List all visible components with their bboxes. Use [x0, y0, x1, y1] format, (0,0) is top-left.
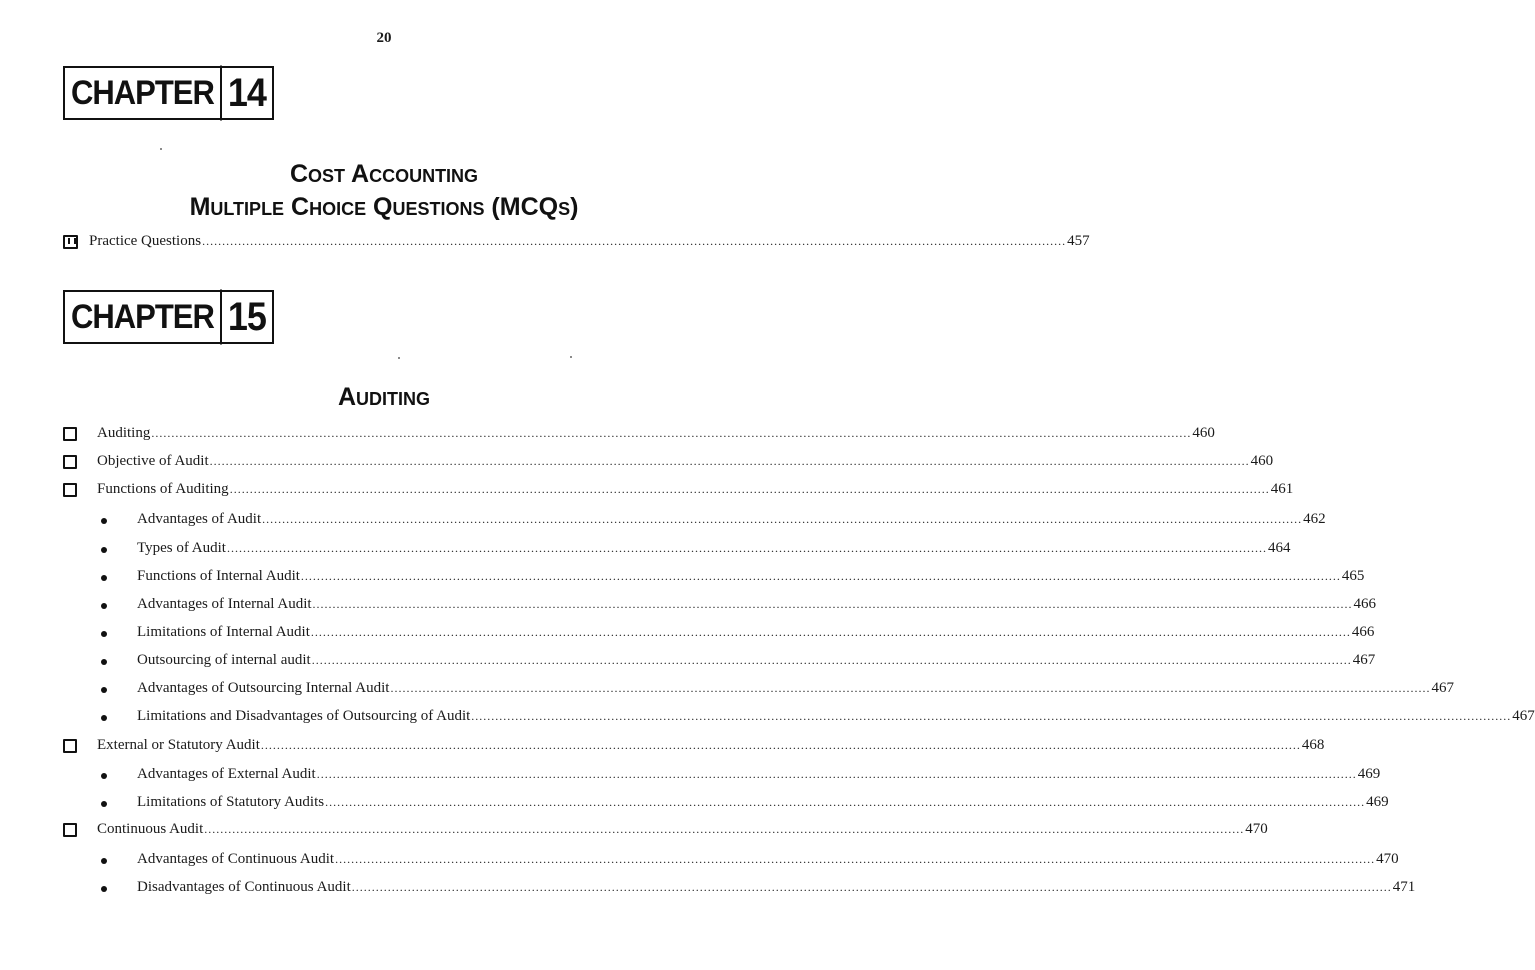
dot-leader: .................................................................................................................................................................................................................................................................... [204, 822, 1245, 836]
toc-entry-label: Limitations and Disadvantages of Outsourcing of Audit [137, 708, 471, 724]
dot-leader: .................................................................................................................................................................................................................................................................... [151, 426, 1192, 440]
toc-entry[interactable] [137, 568, 1365, 585]
toc-entry-page: 462 [1303, 511, 1326, 527]
dot-leader: .................................................................................................................................................................................................................................................................... [229, 482, 1270, 496]
book-icon [63, 235, 78, 249]
bullet-icon [101, 715, 107, 721]
toc-entry-label: Outsourcing of internal audit [137, 652, 311, 668]
scan-speck [398, 357, 400, 359]
toc-entry-page: 460 [1192, 425, 1215, 441]
toc-entry-page: 468 [1301, 737, 1325, 753]
toc-entry-page: 467 [1512, 708, 1535, 724]
toc-entry[interactable] [97, 453, 1274, 470]
toc-entry[interactable] [137, 794, 1389, 811]
dot-leader: .................................................................................................................................................................................................................................................................... [226, 541, 1267, 555]
toc-entry-label: Practice Questions [89, 233, 202, 249]
toc-entry-page: 465 [1341, 568, 1365, 584]
toc-entry-label: Types of Audit [137, 540, 226, 556]
toc-entry[interactable] [137, 766, 1381, 783]
dot-leader: .................................................................................................................................................................................................................................................................... [262, 512, 1303, 526]
toc-entry-page: 469 [1366, 794, 1389, 810]
toc-entry-page: 461 [1270, 481, 1294, 497]
toc-entry[interactable] [89, 233, 1090, 250]
toc-entry-page: 466 [1353, 596, 1377, 612]
dot-leader: ........................................................................................................................................................................................................................ [202, 234, 1067, 248]
toc-entry-label: Auditing [97, 425, 151, 441]
toc-entry-page: 470 [1376, 851, 1399, 867]
checkbox-icon [63, 483, 77, 497]
toc-entry-page: 467 [1352, 652, 1376, 668]
toc-entry[interactable] [137, 511, 1326, 528]
toc-entry-label: Advantages of Outsourcing Internal Audit [137, 680, 390, 696]
toc-entry-page: 464 [1267, 540, 1291, 556]
toc-entry-page: 470 [1245, 821, 1268, 837]
dot-leader: .................................................................................................................................................................................................................................................................... [311, 653, 1352, 667]
toc-entry[interactable] [137, 851, 1399, 868]
toc-entry[interactable] [137, 879, 1416, 896]
checkbox-icon [63, 455, 77, 469]
page-number: 20 [376, 30, 392, 46]
dot-leader: .................................................................................................................................................................................................................................................................... [310, 625, 1351, 639]
dot-leader: .................................................................................................................................................................................................................................................................... [390, 681, 1431, 695]
toc-entry-label: Limitations of Statutory Audits [137, 794, 325, 810]
scan-speck [160, 148, 162, 150]
chapter-word: CHAPTER [71, 296, 214, 337]
toc-entry-label: External or Statutory Audit [97, 737, 260, 753]
toc-entry-label: Advantages of Internal Audit [137, 596, 312, 612]
bullet-icon [101, 547, 107, 553]
dot-leader: .................................................................................................................................................................................................................................................................... [300, 569, 1341, 583]
toc-entry[interactable] [137, 708, 1535, 725]
bullet-icon [101, 575, 107, 581]
bullet-icon [101, 801, 107, 807]
chapter-14-title-line1: Cost Accounting [289, 160, 479, 188]
toc-entry-page: 469 [1357, 766, 1381, 782]
toc-entry-page: 460 [1250, 453, 1274, 469]
bullet-icon [101, 687, 107, 693]
toc-entry[interactable] [137, 680, 1454, 697]
toc-entry-label: Advantages of Continuous Audit [137, 851, 335, 867]
bullet-icon [101, 886, 107, 892]
toc-entry-label: Advantages of Audit [137, 511, 262, 527]
toc-entry-label: Functions of Auditing [97, 481, 229, 497]
toc-entry[interactable] [137, 652, 1376, 669]
chapter-number: 15 [220, 290, 272, 345]
bullet-icon [101, 659, 107, 665]
toc-entry-label: Functions of Internal Audit [137, 568, 300, 584]
bullet-icon [101, 518, 107, 524]
dot-leader: .................................................................................................................................................................................................................................................................... [312, 597, 1353, 611]
toc-entry[interactable] [97, 425, 1215, 442]
toc-entry-label: Disadvantages of Continuous Audit [137, 879, 351, 895]
toc-entry-label: Limitations of Internal Audit [137, 624, 310, 640]
toc-entry-page: 471 [1392, 879, 1416, 895]
checkbox-icon [63, 823, 77, 837]
toc-entry-page: 467 [1431, 680, 1454, 696]
bullet-icon [101, 603, 107, 609]
dot-leader: .................................................................................................................................................................................................................................................................... [316, 767, 1357, 781]
chapter-15-title: Auditing [337, 383, 431, 411]
chapter-number: 14 [220, 66, 272, 121]
dot-leader: .................................................................................................................................................................................................................................................................... [335, 852, 1376, 866]
dot-leader: .................................................................................................................................................................................................................................................................... [260, 738, 1301, 752]
toc-entry-label: Advantages of External Audit [137, 766, 316, 782]
dot-leader: .................................................................................................................................................................................................................................................................... [325, 795, 1366, 809]
bullet-icon [101, 631, 107, 637]
chapter-14-heading [63, 66, 274, 120]
checkbox-icon [63, 739, 77, 753]
toc-entry-page: 466 [1351, 624, 1375, 640]
dot-leader: .................................................................................................................................................................................................................................................................... [471, 709, 1512, 723]
dot-leader: .................................................................................................................................................................................................................................................................... [351, 880, 1392, 894]
chapter-14-title-line2: Multiple Choice Questions (MCQs) [189, 193, 579, 221]
checkbox-icon [63, 427, 77, 441]
dot-leader: .................................................................................................................................................................................................................................................................... [209, 454, 1250, 468]
toc-entry-label: Continuous Audit [97, 821, 204, 837]
toc-entry[interactable] [137, 624, 1375, 641]
toc-entry[interactable] [137, 540, 1291, 557]
chapter-word: CHAPTER [71, 72, 214, 113]
toc-entry[interactable] [97, 821, 1268, 838]
bullet-icon [101, 858, 107, 864]
toc-entry[interactable] [97, 737, 1325, 754]
toc-entry[interactable] [97, 481, 1294, 498]
bullet-icon [101, 773, 107, 779]
toc-entry-label: Objective of Audit [97, 453, 209, 469]
chapter-15-heading [63, 290, 274, 344]
toc-entry[interactable] [137, 596, 1377, 613]
scan-speck [570, 356, 572, 358]
toc-entry-page: 457 [1067, 233, 1090, 249]
